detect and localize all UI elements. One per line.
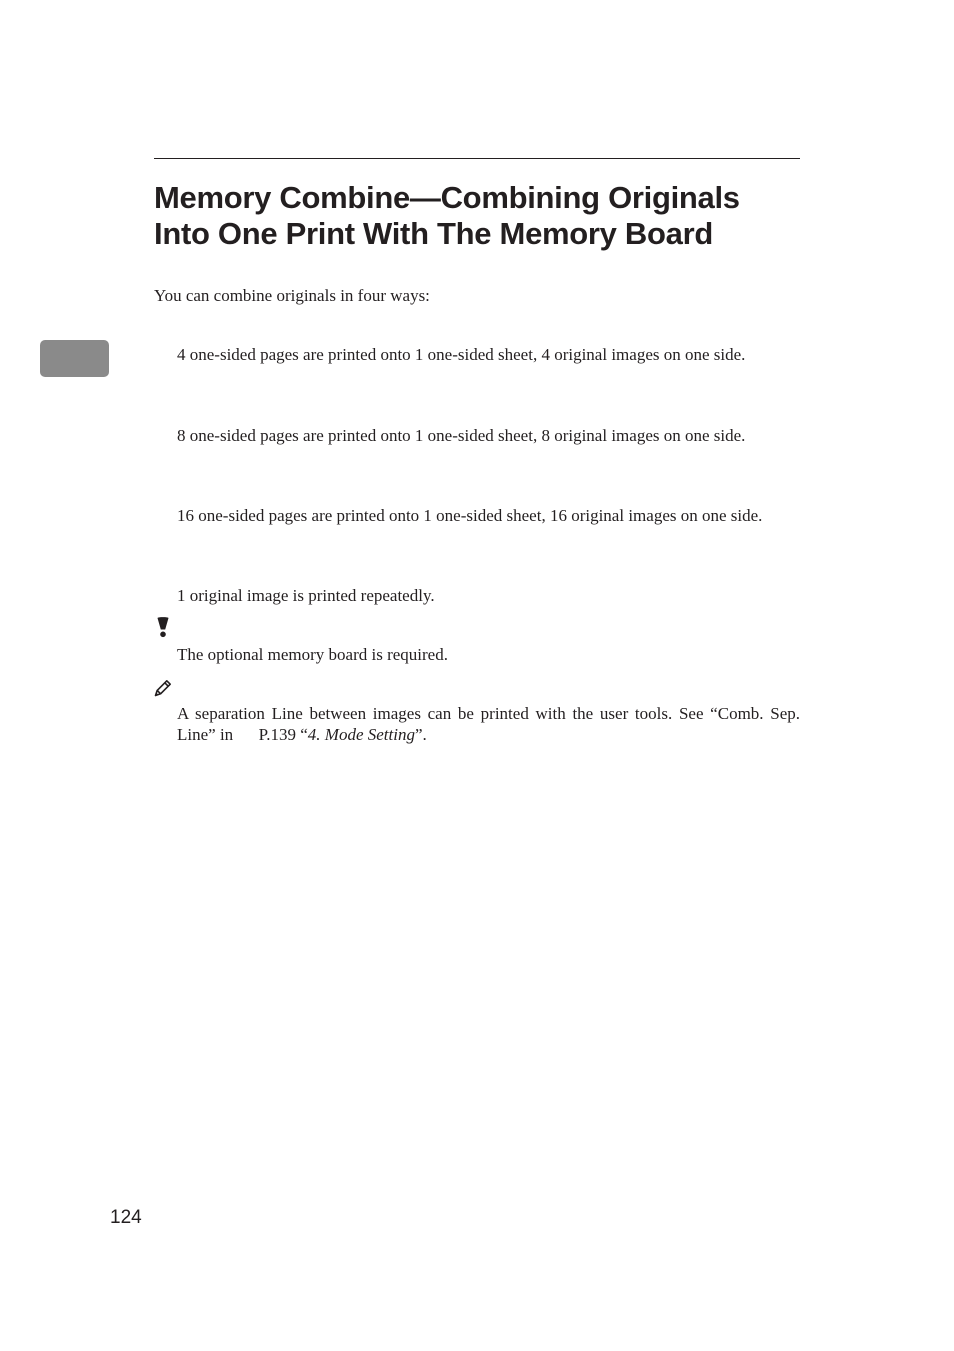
page-title-line-1: Memory Combine—Combining Originals — [154, 180, 740, 215]
heading-rule — [154, 158, 800, 159]
chapter-tab — [40, 340, 109, 377]
page-title — [154, 180, 814, 252]
pencil-icon — [153, 677, 173, 699]
important-text: The optional memory board is required. — [177, 645, 448, 664]
note-text — [177, 703, 800, 745]
intro-text: You can combine originals in four ways: — [154, 286, 430, 305]
note-text-main: A separation Line between images can be printed with the user tools. See “Comb. Sep. Line” in — [177, 704, 800, 744]
repeat-description: 1 original image is printed repeatedly. — [177, 586, 435, 605]
page-number: 124 — [110, 1207, 142, 1228]
note-link-open-quote: “ — [300, 725, 308, 744]
important-icon — [153, 616, 173, 638]
combine-4-description: 4 one-sided pages are printed onto 1 one-sided sheet, 4 original images on one side. — [177, 345, 746, 364]
note-text-end: . — [422, 725, 427, 744]
note-page-ref[interactable]: P.139 — [258, 725, 296, 744]
page-title-line-2: Into One Print With The Memory Board — [154, 216, 713, 251]
combine-8-description: 8 one-sided pages are printed onto 1 one-sided sheet, 8 original images on one side. — [177, 426, 746, 445]
note-reference-link[interactable]: 4. Mode Setting — [307, 725, 415, 744]
note-link-close-quote: ” — [414, 725, 423, 744]
combine-16-description: 16 one-sided pages are printed onto 1 one-sided sheet, 16 original images on one side. — [177, 506, 763, 525]
